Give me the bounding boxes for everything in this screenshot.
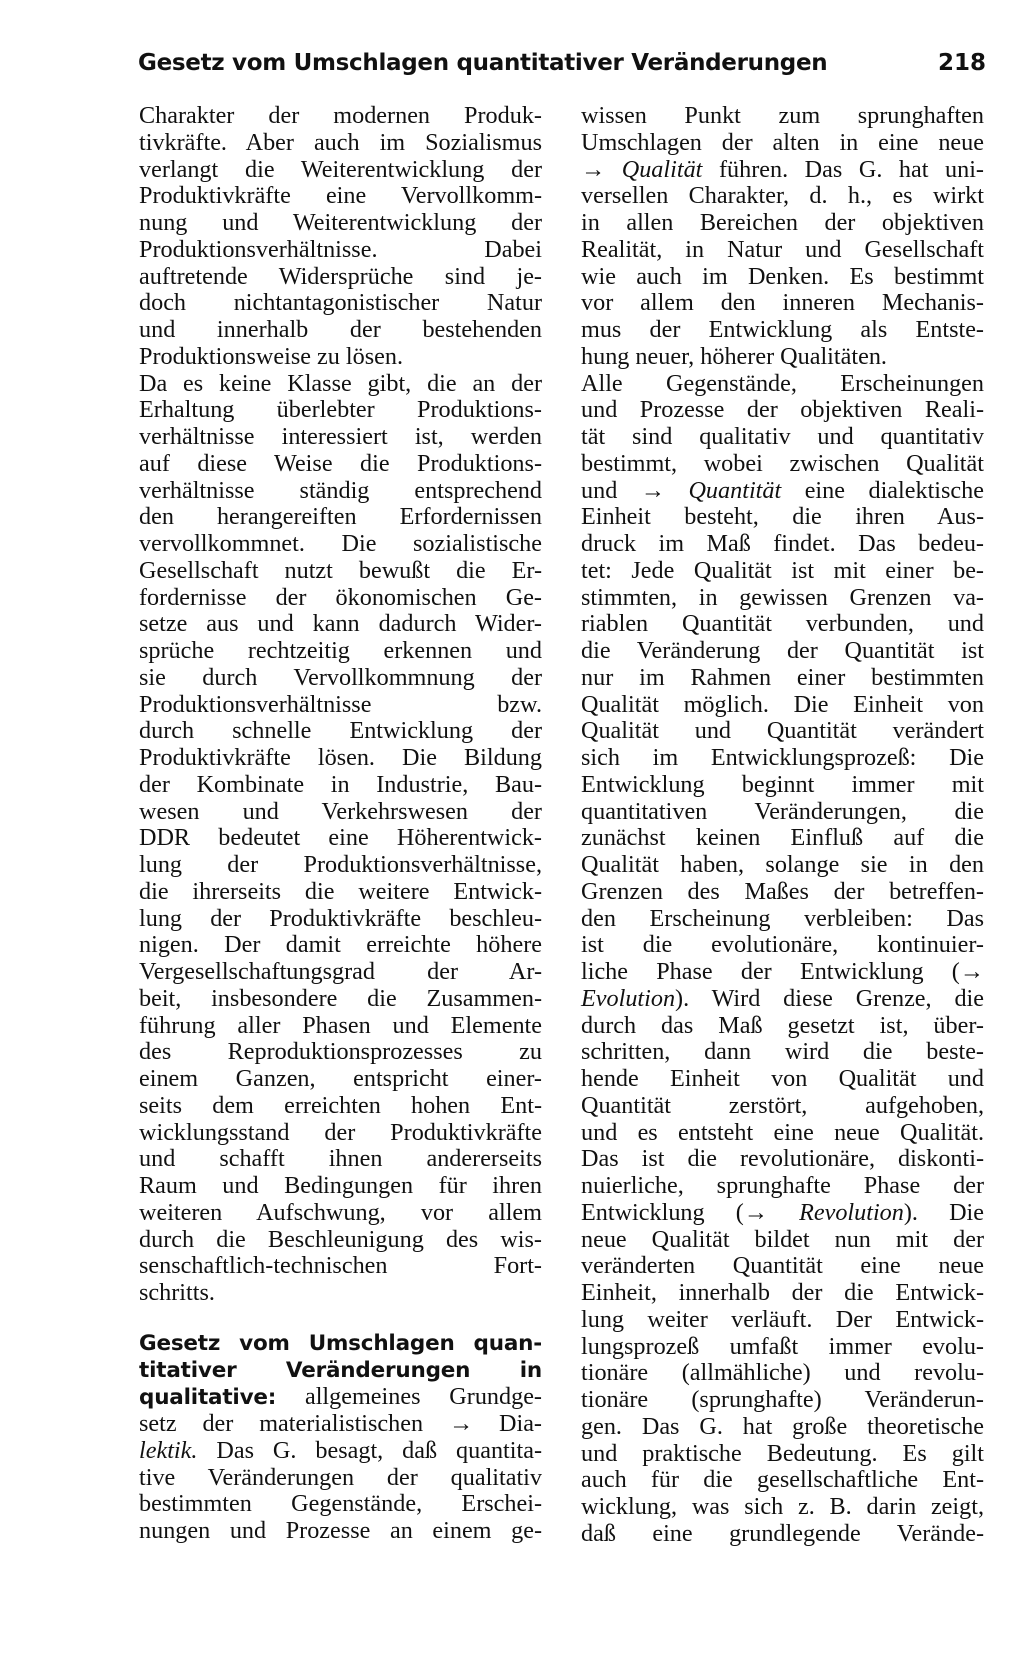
text-line: des Reproduktionsprozesses zu	[139, 1038, 542, 1066]
text-line: hende Einheit von Qualität und	[581, 1065, 984, 1092]
text-line: versellen Charakter, d. h., es wirkt	[581, 182, 984, 210]
text-line: eine dialektische	[781, 476, 984, 504]
text-line: Entwicklung beginnt immer mit	[581, 770, 984, 798]
text-line: setze aus und kann dadurch Wider-	[139, 610, 542, 638]
text-line: weiteren Aufschwung, vor allem	[139, 1198, 542, 1226]
text-line: gen. Das G. hat große theoretische	[581, 1412, 984, 1440]
running-header	[138, 50, 986, 90]
paragraph-productive-forces	[139, 103, 542, 371]
right-column	[581, 103, 984, 1548]
text-line: wicklung, was sich z. B. darin zeigt,	[581, 1493, 984, 1520]
text-line: und schafft ihnen andererseits	[139, 1145, 542, 1173]
text-line: tionäre (sprunghafte) Veränderun-	[581, 1386, 984, 1413]
dictionary-entry-law	[139, 1331, 542, 1545]
text-line: mus der Entwicklung als Entste-	[581, 316, 984, 343]
text-line: und →	[581, 476, 689, 504]
text-line: Produktivkräfte lösen. Die Bildung	[139, 744, 542, 771]
text-line: führen. Das G. hat uni-	[702, 155, 984, 183]
text-line: seits dem erreichten hohen Ent-	[139, 1091, 542, 1119]
text-line: verhältnisse interessiert ist, werden	[139, 423, 542, 450]
entry-text: tive Veränderungen der qualitativ	[139, 1463, 542, 1491]
text-line: quantitativen Veränderungen, die	[581, 797, 984, 825]
text-line: DDR bedeutet eine Höherentwick-	[139, 824, 542, 852]
text-line: tionäre (allmähliche) und revolu-	[581, 1359, 984, 1387]
text-line: Produktivkräfte eine Vervollkomm-	[139, 182, 542, 210]
text-line: Produktionsweise zu lösen.	[139, 342, 404, 370]
text-line: neue Qualität bildet nun mit der	[581, 1225, 984, 1253]
text-line: Quantität zerstört, aufgehoben,	[581, 1091, 984, 1119]
text-line: lung der Produktionsverhältnisse,	[139, 851, 542, 878]
text-line: wie auch im Denken. Es bestimmt	[581, 262, 984, 290]
text-line: auftretende Widersprüche sind je-	[139, 262, 542, 290]
cross-reference-qualitaet: Qualität	[621, 155, 703, 183]
entry-gap	[139, 1307, 542, 1331]
cross-reference-revolution: Revolution	[799, 1198, 904, 1226]
text-line: durch schnelle Entwicklung der	[139, 717, 542, 745]
text-line: Entwicklung (→	[581, 1198, 800, 1226]
text-line: Grenzen des Maßes der betreffen-	[581, 877, 984, 905]
text-line: Umschlagen der alten in eine neue	[581, 128, 984, 156]
page-number: 218	[937, 50, 986, 76]
text-line: vor allem den inneren Mechanis-	[581, 289, 984, 317]
text-line: verlangt die Weiterentwicklung der	[139, 155, 542, 183]
text-line: Qualität haben, solange sie in den	[581, 851, 984, 878]
text-line: Raum und Bedingungen für ihren	[139, 1172, 542, 1199]
text-line: durch die Beschleunigung des wis-	[139, 1225, 542, 1253]
entry-text: Das G. besagt, daß quantita-	[197, 1436, 542, 1464]
text-line: verhältnisse ständig entsprechend	[139, 476, 542, 504]
text-line: tet: Jede Qualität ist mit einer be-	[581, 556, 984, 584]
text-line: daß eine grundlegende Verände-	[581, 1519, 984, 1547]
text-line: Charakter der modernen Produk-	[139, 102, 542, 129]
entry-text: setz der materialistischen → Dia-	[139, 1410, 542, 1437]
text-line: Gesellschaft nutzt bewußt die Er-	[139, 556, 542, 584]
header-title: Gesetz vom Umschlagen quantitativer Veränderungen	[138, 50, 828, 76]
text-line: hung neuer, höherer Qualitäten.	[581, 342, 887, 370]
text-line: Produktionsverhältnisse. Dabei	[139, 235, 542, 263]
text-line: veränderten Quantität eine neue	[581, 1252, 984, 1280]
text-line: Realität, in Natur und Gesellschaft	[581, 235, 984, 263]
text-line: Produktionsverhältnisse bzw.	[139, 690, 542, 718]
entry-heading-line: titativer Veränderungen in	[139, 1357, 542, 1383]
text-line: nung und Weiterentwicklung der	[139, 209, 542, 236]
text-line: doch nichtantagonistischer Natur	[139, 289, 542, 317]
text-line: und es entsteht eine neue Qualität.	[581, 1118, 984, 1146]
entry-heading-line: qualitative:	[139, 1385, 277, 1411]
text-line: vervollkommnet. Die sozialistische	[139, 530, 542, 557]
left-column	[139, 103, 542, 1545]
text-line: nigen. Der damit erreichte höhere	[139, 931, 542, 959]
text-line: schritten, dann wird die beste-	[581, 1038, 984, 1066]
text-line: senschaftlich-technischen Fort-	[139, 1252, 542, 1280]
text-line: lung der Produktivkräfte beschleu-	[139, 904, 542, 932]
text-line: die Veränderung der Quantität ist	[581, 637, 984, 664]
text-line: schritts.	[139, 1279, 215, 1306]
entry-text: nungen und Prozesse an einem ge-	[139, 1517, 542, 1544]
text-line: fordernisse der ökonomischen Ge-	[139, 583, 542, 611]
entry-text: allgemeines Grundge-	[276, 1383, 542, 1411]
cross-reference-quantitaet: Quantität	[688, 476, 782, 504]
text-line: stimmten, in gewissen Grenzen va-	[581, 583, 984, 611]
text-line: nur im Rahmen einer bestimmten	[581, 663, 984, 691]
text-line: durch das Maß gesetzt ist, über-	[581, 1011, 984, 1039]
text-line: Einheit, innerhalb der die Entwick-	[581, 1279, 984, 1306]
text-line: auf diese Weise die Produktions-	[139, 449, 542, 477]
text-line: lungsprozeß umfaßt immer evolu-	[581, 1332, 984, 1360]
text-line: lung weiter verläuft. Der Entwick-	[581, 1305, 984, 1333]
text-line: führung aller Phasen und Elemente	[139, 1011, 542, 1039]
text-line: der Kombinate in Industrie, Bau-	[139, 770, 542, 798]
text-line: auch für die gesellschaftliche Ent-	[581, 1466, 984, 1494]
text-line: wissen Punkt zum sprunghaften	[581, 102, 984, 129]
text-line: Qualität möglich. Die Einheit von	[581, 690, 984, 718]
text-line: den Erscheinung verbleiben: Das	[581, 904, 984, 932]
text-line: tät sind qualitativ und quantitativ	[581, 423, 984, 450]
cross-reference-dialektik: lektik.	[139, 1436, 198, 1464]
entry-heading-line: Gesetz vom Umschlagen quan-	[139, 1330, 542, 1356]
text-line: Alle Gegenstände, Erscheinungen	[581, 369, 984, 397]
text-line: bestimmt, wobei zwischen Qualität	[581, 449, 984, 477]
paragraph-socialist-society	[139, 371, 542, 1307]
text-line: und Prozesse der objektiven Reali-	[581, 396, 984, 424]
text-line: sprüche rechtzeitig erkennen und	[139, 637, 542, 664]
entry-text: bestimmten Gegenstände, Erschei-	[139, 1490, 542, 1518]
text-line: riablen Quantität verbunden, und	[581, 610, 984, 638]
text-line: sich im Entwicklungsprozeß: Die	[581, 744, 984, 771]
cross-reference-evolution: Evolution	[581, 984, 676, 1012]
text-line: die ihrerseits die weitere Entwick-	[139, 877, 542, 905]
text-line: Erhaltung überlebter Produktions-	[139, 396, 542, 424]
text-line: druck im Maß findet. Das bedeu-	[581, 530, 984, 557]
text-line: wicklungsstand der Produktivkräfte	[139, 1118, 542, 1146]
arrow-glyph: →	[581, 155, 622, 183]
text-line: tivkräfte. Aber auch im Sozialismus	[139, 128, 542, 156]
text-line: ). Die	[903, 1198, 984, 1226]
text-line: in allen Bereichen der objektiven	[581, 209, 984, 236]
text-line: und innerhalb der bestehenden	[139, 316, 542, 343]
text-line: zunächst keinen Einfluß auf die	[581, 824, 984, 852]
text-line: liche Phase der Entwicklung (→	[581, 958, 984, 985]
text-line: wesen und Verkehrswesen der	[139, 797, 542, 825]
text-line: beit, insbesondere die Zusammen-	[139, 984, 542, 1012]
text-line: Einheit besteht, die ihren Aus-	[581, 503, 984, 531]
text-line: sie durch Vervollkommnung der	[139, 663, 542, 691]
text-line: ). Wird diese Grenze, die	[675, 984, 984, 1012]
text-line: und praktische Bedeutung. Es gilt	[581, 1439, 984, 1467]
text-line: nuierliche, sprunghafte Phase der	[581, 1172, 984, 1199]
text-line: Vergesellschaftungsgrad der Ar-	[139, 958, 542, 985]
text-line: Qualität und Quantität verändert	[581, 717, 984, 745]
text-line: Das ist die revolutionäre, diskonti-	[581, 1145, 984, 1173]
text-line: einem Ganzen, entspricht einer-	[139, 1065, 542, 1092]
text-line: ist die evolutionäre, kontinuier-	[581, 931, 984, 959]
text-line: den herangereiften Erfordernissen	[139, 503, 542, 531]
text-line: Da es keine Klasse gibt, die an der	[139, 369, 542, 397]
